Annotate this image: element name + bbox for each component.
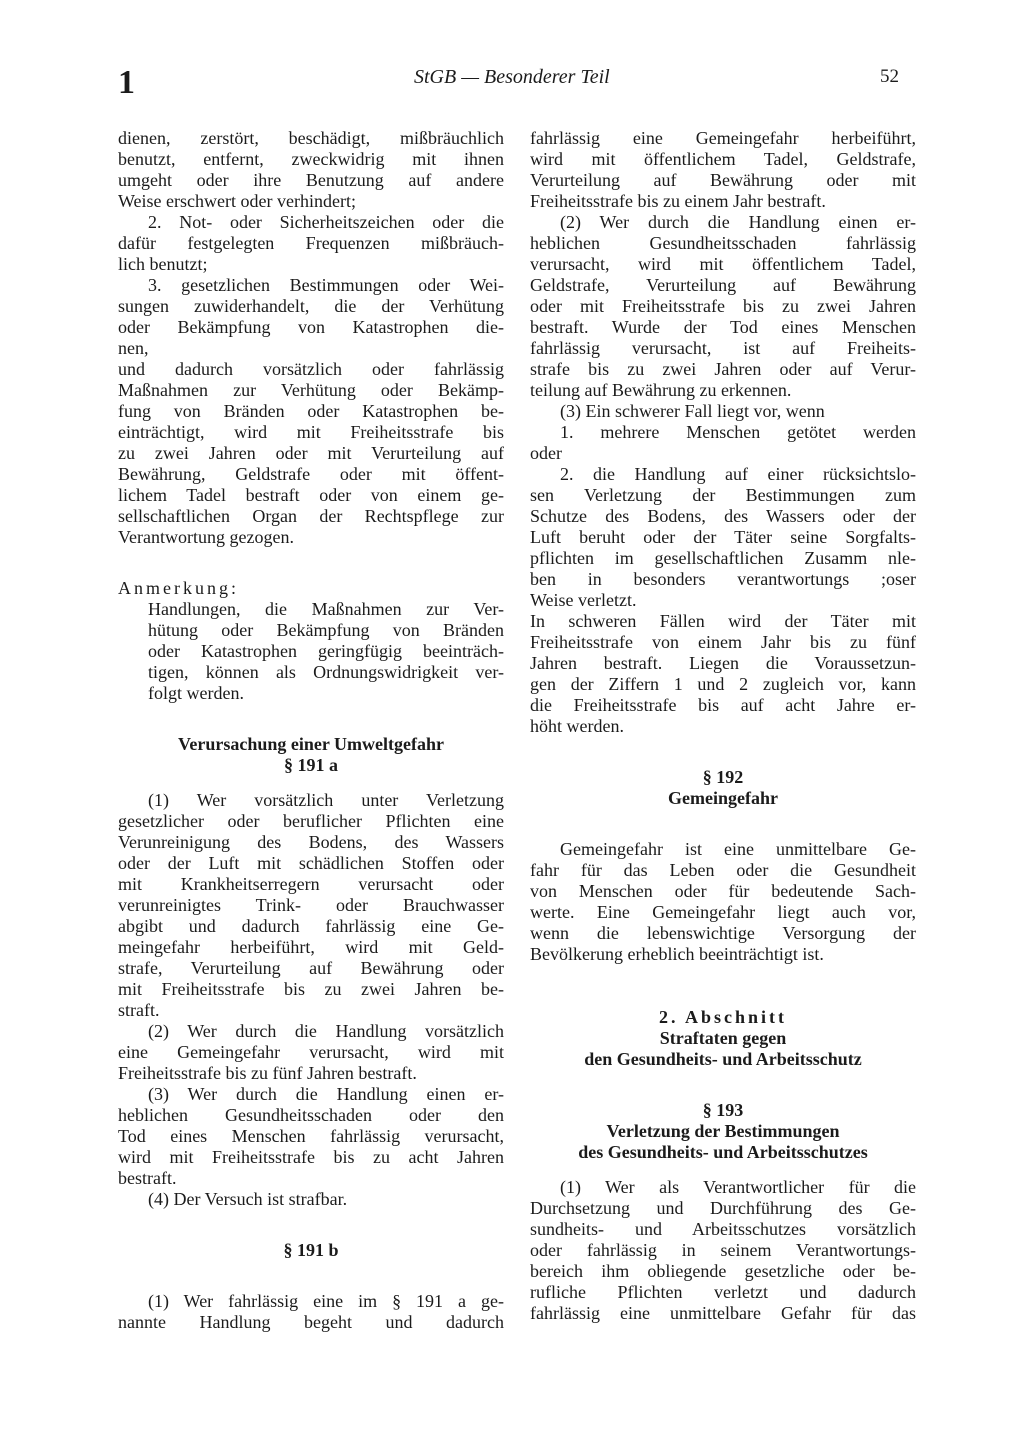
text-line: abgibt und dadurch fahrlässig eine Ge- — [118, 916, 504, 936]
text-line: wenn die lebenswichtige Versorgung der — [530, 923, 916, 943]
text-line: Verurteilung auf Bewährung oder mit — [530, 170, 916, 190]
text-line: oder mit Freiheitsstrafe bis zu zwei Jahren — [530, 296, 916, 316]
list-item-2 — [530, 464, 916, 611]
text-line: mit Krankheitserregern verursacht oder — [118, 874, 504, 894]
section-title: Verursachung einer Umweltgefahr — [178, 734, 444, 754]
text-line: mit Freiheitsstrafe bis zu zwei Jahren be- — [118, 979, 504, 999]
text-line: oder Katastrophen geringfügig beeinträch- — [148, 641, 504, 661]
text-line: gesetzlicher oder beruflicher Pflichten eine — [118, 811, 504, 831]
text-line: ben in besonders verantwortungs ;oser — [530, 569, 916, 589]
text-line: oder Bekämpfung von Katastrophen die- — [118, 317, 504, 337]
text-line: fahr für das Leben oder die Gesundheit — [530, 860, 916, 880]
section-191a-para-2 — [118, 1021, 504, 1084]
list-item-3 — [118, 275, 504, 359]
text-line: oder der Luft mit schädlichen Stoffen oder — [118, 853, 504, 873]
text-line: rufliche Pflichten verletzt und dadurch — [530, 1282, 916, 1302]
text-line: von Menschen oder für bedeutende Sach- — [530, 881, 916, 901]
text-line: dienen, zerstört, beschädigt, mißbräuchlich — [118, 128, 504, 148]
text-line: sundheits- und Arbeitsschutzes vorsätzlich — [530, 1219, 916, 1239]
text-line: wird mit öffentlichem Tadel, Geldstrafe, — [530, 149, 916, 169]
text-line: lichem Tadel bestraft oder von einem ge- — [118, 485, 504, 505]
chapter-title-line: den Gesundheits- und Arbeitsschutz — [584, 1049, 862, 1069]
text-line: (3) Wer durch die Handlung einen er- — [148, 1084, 504, 1104]
section-191a-para-4: (4) Der Versuch ist strafbar. — [148, 1189, 348, 1209]
text-line: die Freiheitsstrafe bis auf acht Jahre er- — [530, 695, 916, 715]
text-line: umgeht oder ihre Benutzung auf andere — [118, 170, 504, 190]
section-number-191a: § 191 a — [284, 755, 338, 775]
text-line: lich benutzt; — [118, 254, 208, 274]
text-line: meingefahr herbeiführt, wird mit Geld- — [118, 937, 504, 957]
text-line: Bewährung, Geldstrafe oder mit öffent- — [118, 464, 504, 484]
text-line: eine Gemeingefahr verursacht, wird mit — [118, 1042, 504, 1062]
text-line: Handlungen, die Maßnahmen zur Ver- — [148, 599, 504, 619]
text-line: Maßnahmen zur Verhütung oder Bekämp- — [118, 380, 504, 400]
text-line: benutzt, entfernt, zweckwidrig mit ihnen — [118, 149, 504, 169]
text-line: Verantwortung gezogen. — [118, 527, 294, 547]
text-line: höht werden. — [530, 716, 624, 736]
text-line: Freiheitsstrafe von einem Jahr bis zu fünf — [530, 632, 916, 652]
text-line: (1) Wer fahrlässig eine im § 191 a ge- — [148, 1291, 504, 1311]
text-line: Durchsetzung und Durchführung des Ge- — [530, 1198, 916, 1218]
text-line: zu zwei Jahren oder mit Verurteilung auf — [118, 443, 504, 463]
section-191b-para-1 — [118, 1291, 504, 1333]
chapter-number: 2. Abschnitt — [658, 1007, 788, 1027]
text-line: fahrlässig eine Gemeingefahr herbeiführt, — [530, 128, 916, 148]
text-line: teilung auf Bewährung zu erkennen. — [530, 380, 792, 400]
page-header — [0, 0, 1024, 110]
text-line: strafe bis zu zwei Jahren oder auf Verur- — [530, 359, 916, 379]
text-line: 3. gesetzlichen Bestimmungen oder Wei- — [148, 275, 504, 295]
text-line: Gemeingefahr ist eine unmittelbare Ge- — [560, 839, 916, 859]
text-line: Schutze des Bodens, des Wassers oder der — [530, 506, 916, 526]
text-line: sellschaftlichen Organ der Rechtspflege zur — [118, 506, 504, 526]
text-line: (1) Wer als Verantwortlicher für die — [560, 1177, 916, 1197]
text-line: fung von Bränden oder Katastrophen be- — [118, 401, 504, 421]
section-number: 1 — [118, 64, 135, 101]
text-line: tigen, können als Ordnungswidrigkeit ver- — [148, 662, 504, 682]
text-line: Weise erschwert oder verhindert; — [118, 191, 356, 211]
text-line: Jahren bestraft. Liegen die Voraussetzun- — [530, 653, 916, 673]
text-line: sungen zuwiderhandelt, die der Verhütung — [118, 296, 504, 316]
text-line: folgt werden. — [148, 683, 244, 703]
list-item-2 — [118, 212, 504, 275]
section-number-192: § 192 — [702, 767, 744, 787]
text-line: heblichen Gesundheitsschaden oder den — [118, 1105, 504, 1125]
section-number-193: § 193 — [702, 1100, 744, 1120]
text-line: Weise verletzt. — [530, 590, 637, 610]
section-191b-para-3-tail — [530, 611, 916, 737]
text-line: 1. mehrere Menschen getötet werden — [560, 422, 916, 442]
paragraph-continuation — [530, 128, 916, 212]
text-line: pflichten im gesellschaftlichen Zusamm nle- — [530, 548, 916, 568]
text-line: Luft beruht oder der Täter seine Sorgfalts- — [530, 527, 916, 547]
section-191a-para-3 — [118, 1084, 504, 1189]
text-line: verursacht, wird mit öffentlichem Tadel, — [530, 254, 916, 274]
text-line: Geldstrafe, Verurteilung auf Bewährung — [530, 275, 916, 295]
running-title: StGB — Besonderer Teil — [414, 66, 610, 88]
note-heading: Anmerkung: — [118, 578, 239, 598]
text-line: (2) Wer durch die Handlung einen er- — [560, 212, 916, 232]
chapter-title-line: Straftaten gegen — [659, 1028, 787, 1048]
text-line: nannte Handlung begeht und dadurch — [118, 1312, 504, 1332]
paragraph-consequence — [118, 359, 504, 548]
text-line: heblichen Gesundheitsschaden fahrlässig — [530, 233, 916, 253]
section-193-para-1 — [530, 1177, 916, 1324]
text-line: und dadurch vorsätzlich oder fahrlässig — [118, 359, 504, 379]
text-line: nen, — [118, 338, 149, 358]
text-line: verunreinigtes Trink- oder Brauchwasser — [118, 895, 504, 915]
text-line: Tod eines Menschen fahrlässig verursacht, — [118, 1126, 504, 1146]
section-title-line: des Gesundheits- und Arbeitsschutzes — [578, 1142, 868, 1162]
text-line: Verunreinigung des Bodens, des Wassers — [118, 832, 504, 852]
text-line: (1) Wer vorsätzlich unter Verletzung — [148, 790, 504, 810]
text-line: hütung oder Bekämpfung von Bränden — [148, 620, 504, 640]
section-191b-para-2 — [530, 212, 916, 401]
list-item-1 — [530, 422, 916, 464]
text-line: 2. die Handlung auf einer rücksichtslo- — [560, 464, 916, 484]
text-line: bereich ihm obliegende gesetzliche oder be- — [530, 1261, 916, 1281]
text-line: 2. Not- oder Sicherheitszeichen oder die — [148, 212, 504, 232]
page-number: 52 — [880, 66, 899, 87]
section-192-text — [530, 839, 916, 965]
text-line: oder fahrlässig in seinem Verantwortungs- — [530, 1240, 916, 1260]
text-line: bestraft. Wurde der Tod eines Menschen — [530, 317, 916, 337]
text-line: Freiheitsstrafe bis zu einem Jahr bestraft. — [530, 191, 826, 211]
text-line: werte. Eine Gemeingefahr liegt auch vor, — [530, 902, 916, 922]
text-line: fahrlässig verursacht, ist auf Freiheits- — [530, 338, 916, 358]
text-line: straft. — [118, 1000, 160, 1020]
text-line: Freiheitsstrafe bis zu fünf Jahren bestraft. — [118, 1063, 417, 1083]
text-line: dafür festgelegten Frequenzen mißbräuch- — [118, 233, 504, 253]
right-column — [530, 128, 916, 1324]
text-line: (2) Wer durch die Handlung vorsätzlich — [148, 1021, 504, 1041]
text-line: fahrlässig eine unmittelbare Gefahr für das — [530, 1303, 916, 1323]
section-191b-para-3-intro: (3) Ein schwerer Fall liegt vor, wenn — [560, 401, 825, 421]
text-line: strafe, Verurteilung auf Bewährung oder — [118, 958, 504, 978]
text-line: einträchtigt, wird mit Freiheitsstrafe bis — [118, 422, 504, 442]
text-line: In schweren Fällen wird der Täter mit — [530, 611, 916, 631]
left-column — [118, 128, 504, 1333]
section-title: Gemeingefahr — [668, 788, 778, 808]
text-line: sen Verletzung der Bestimmungen zum — [530, 485, 916, 505]
text-line: wird mit Freiheitsstrafe bis zu acht Jahren — [118, 1147, 504, 1167]
text-line: oder — [530, 443, 562, 463]
section-191a-para-1 — [118, 790, 504, 1021]
section-number-191b: § 191 b — [283, 1240, 339, 1260]
section-title-line: Verletzung der Bestimmungen — [606, 1121, 840, 1141]
text-line: gen der Ziffern 1 und 2 zugleich vor, kann — [530, 674, 916, 694]
paragraph-continuation — [118, 128, 504, 212]
text-line: bestraft. — [118, 1168, 177, 1188]
text-line: Bevölkerung erheblich beeinträchtigt ist. — [530, 944, 824, 964]
note-text — [118, 599, 504, 704]
